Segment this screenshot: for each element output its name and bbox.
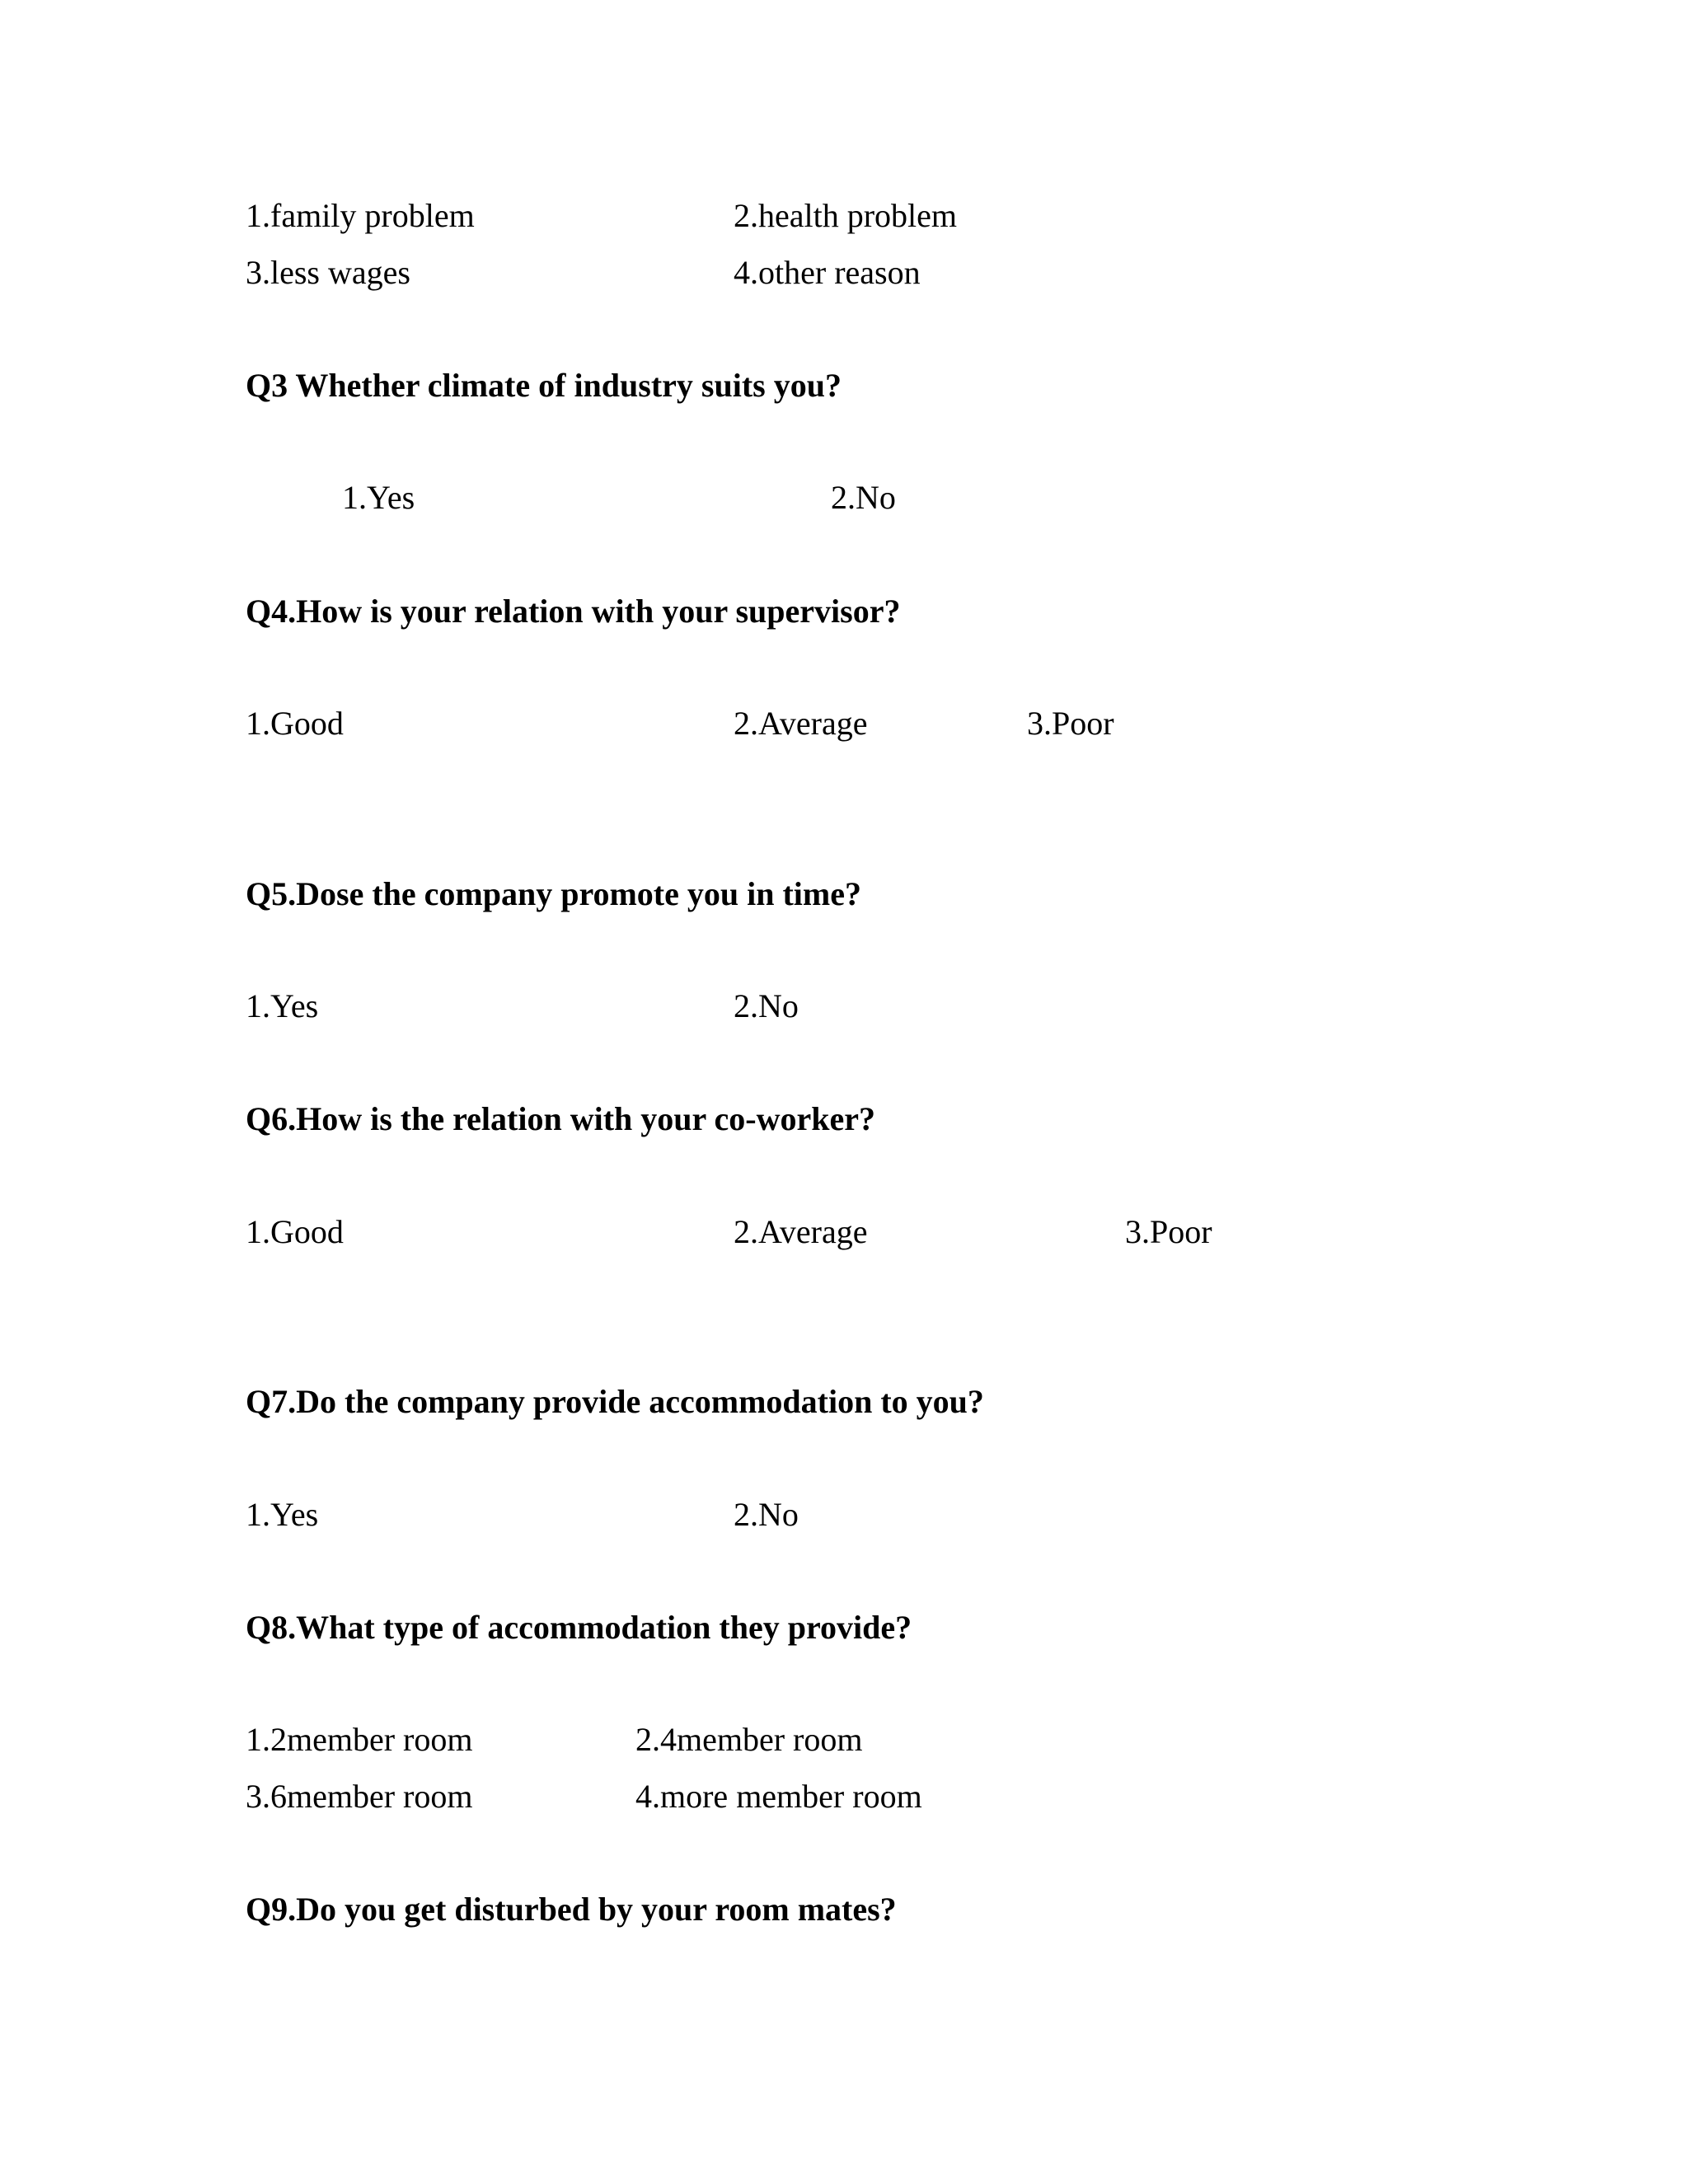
q8-option-more-member: 4.more member room — [635, 1778, 922, 1815]
q8-option-4member: 2.4member room — [635, 1721, 863, 1758]
option-family-problem: 1.family problem — [246, 197, 475, 234]
question-q7: Q7.Do the company provide accommodation to you? — [246, 1383, 984, 1420]
q8-option-6member: 3.6member room — [246, 1778, 473, 1815]
question-q3: Q3 Whether climate of industry suits you? — [246, 367, 842, 404]
option-less-wages: 3.less wages — [246, 254, 410, 291]
q4-option-poor: 3.Poor — [1027, 705, 1114, 742]
option-health-problem: 2.health problem — [734, 197, 958, 234]
q7-option-yes: 1.Yes — [246, 1496, 319, 1533]
q6-option-average: 2.Average — [734, 1213, 868, 1250]
q3-option-yes: 1.Yes — [342, 479, 415, 516]
q5-option-no: 2.No — [734, 987, 799, 1024]
q6-option-good: 1.Good — [246, 1213, 344, 1250]
q4-option-average: 2.Average — [734, 705, 868, 742]
q7-option-no: 2.No — [734, 1496, 799, 1533]
q5-option-yes: 1.Yes — [246, 987, 319, 1024]
question-q5: Q5.Dose the company promote you in time? — [246, 875, 861, 912]
question-q4: Q4.How is your relation with your supervisor? — [246, 593, 901, 630]
question-q8: Q8.What type of accommodation they provide? — [246, 1609, 912, 1646]
q4-option-good: 1.Good — [246, 705, 344, 742]
question-q6: Q6.How is the relation with your co-worker? — [246, 1100, 876, 1137]
q3-option-no: 2.No — [831, 479, 896, 516]
q8-option-2member: 1.2member room — [246, 1721, 473, 1758]
question-q9: Q9.Do you get disturbed by your room mates? — [246, 1891, 897, 1928]
option-other-reason: 4.other reason — [734, 254, 921, 291]
q6-option-poor: 3.Poor — [1125, 1213, 1212, 1250]
